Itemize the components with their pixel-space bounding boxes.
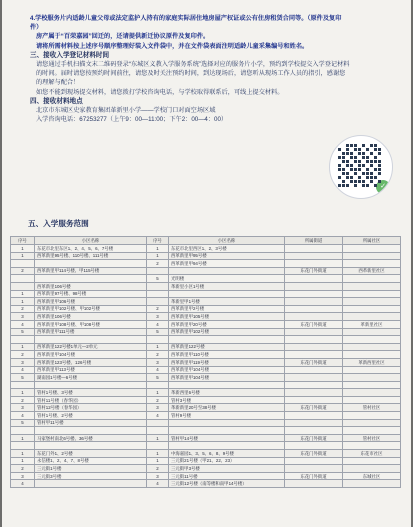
table-row	[11, 396, 401, 404]
table-row	[11, 343, 401, 351]
table-cell	[285, 457, 343, 465]
table-row	[11, 389, 401, 397]
table-cell	[343, 381, 401, 389]
table-row	[11, 442, 401, 450]
table-cell: 西革新里甲104号楼	[169, 374, 285, 382]
table-cell: 三元街1号楼	[35, 465, 147, 473]
table-cell	[285, 389, 343, 397]
table-cell	[11, 336, 35, 344]
table-cell: 革新西里社区	[343, 358, 401, 366]
table-cell: 革新西里6号楼	[169, 389, 285, 397]
table-cell: 西革新里95号楼、110号楼、111号楼	[35, 252, 147, 260]
table-cell	[343, 419, 401, 427]
table-cell	[147, 427, 169, 435]
table-cell: 1	[147, 389, 169, 397]
table-cell: 西革新里甲104号楼	[169, 366, 285, 374]
table-cell	[285, 442, 343, 450]
table-cell: 中海嘉园1、3、5、6、8、9号楼	[169, 450, 285, 458]
table-cell: 西革新里97号楼、98号楼	[35, 290, 147, 298]
table-cell: 2	[11, 465, 35, 473]
section4-phone: 入学咨询电话：67253277（上午9：00—11:00；下午2：00—4：00）	[36, 116, 228, 124]
section3-title: 三、接收入学登记材料时间	[30, 51, 110, 59]
qr-code-icon[interactable]	[329, 135, 393, 199]
table-cell	[11, 427, 35, 435]
table-cell: 三元街21号楼（甲21、22、23）	[169, 457, 285, 465]
table-cell: 东花市北里东区1、2、4、5、6、7号楼	[35, 245, 147, 253]
table-cell	[285, 480, 343, 488]
table-cell: 4	[11, 320, 35, 328]
table-cell	[343, 290, 401, 298]
document-page	[2, 0, 411, 527]
table-cell: 西革新里甲20号楼	[169, 320, 285, 328]
table-cell: 3	[11, 358, 35, 366]
table-cell	[169, 381, 285, 389]
table-cell	[35, 336, 147, 344]
table-row	[11, 434, 401, 442]
table-cell: 3	[11, 313, 35, 321]
table-cell	[169, 442, 285, 450]
table-cell: 4	[11, 366, 35, 374]
table-cell	[343, 275, 401, 283]
table-cell: 3	[147, 404, 169, 412]
table-cell	[285, 282, 343, 290]
table-cell: 管村甲11号楼	[35, 419, 147, 427]
table-cell: 三元街11号楼	[169, 472, 285, 480]
table-cell	[343, 427, 401, 435]
section3-text2: 如您不能到现场提交材料，请您拨打学校咨询电话，与学校取得联系后，可线上提交材料。	[36, 88, 284, 96]
table-row	[11, 366, 401, 374]
table-cell: 5	[147, 374, 169, 382]
table-cell	[169, 427, 285, 435]
table-row	[11, 381, 401, 389]
table-row	[11, 267, 401, 275]
table-cell: 1	[11, 290, 35, 298]
item4-text: 4.学校服务片内适龄儿童父母或法定监护人持有的家庭实际居住地房屋产权证或公有住房租赁合同等。（原件及复印件）	[30, 15, 342, 32]
table-row	[11, 260, 401, 268]
table-row	[11, 298, 401, 306]
table-row	[11, 313, 401, 321]
table-row	[11, 245, 401, 253]
table-row	[11, 457, 401, 465]
table-cell: 东城社区	[343, 472, 401, 480]
table-cell	[285, 412, 343, 420]
table-cell: 西革新里甲105号楼	[169, 313, 285, 321]
table-cell: 西革新里甲2号楼	[169, 305, 285, 313]
table-cell: 4	[147, 480, 169, 488]
table-cell	[343, 366, 401, 374]
table-cell: 东花市北里西区1、2、3号楼	[169, 245, 285, 253]
table-cell: 3	[147, 358, 169, 366]
table-row	[11, 351, 401, 359]
table-row	[11, 252, 401, 260]
table-cell: 东花市社区	[343, 450, 401, 458]
header-cell: 序号	[11, 237, 35, 245]
table-cell: 5	[11, 419, 35, 427]
table-cell: 4	[147, 320, 169, 328]
table-cell: 4	[147, 412, 169, 420]
table-cell	[147, 290, 169, 298]
table-cell	[343, 282, 401, 290]
table-row	[11, 412, 401, 420]
table-cell	[147, 282, 169, 290]
table-cell: 2	[11, 267, 35, 275]
table-cell: 管村3号楼	[169, 396, 285, 404]
mini-program-badge-icon: ✓	[376, 180, 390, 194]
table-cell: 东花门外街道	[285, 472, 343, 480]
header-cell: 所属街道	[285, 237, 343, 245]
table-cell	[35, 442, 147, 450]
table-cell	[343, 260, 401, 268]
table-cell: 西革新里甲108号楼、甲108号楼	[35, 320, 147, 328]
item4-note-title: 房产属于“百荣嘉园”回迁的，还请提供新迁协议原件及复印件。	[36, 33, 210, 41]
table-row	[11, 450, 401, 458]
table-cell	[343, 465, 401, 473]
table-cell: 西革新里甲102号楼、甲102号楼	[35, 305, 147, 313]
table-cell	[11, 442, 35, 450]
table-cell: 三元街12号楼（南等楼和南甲14号楼）	[169, 480, 285, 488]
table-cell	[285, 313, 343, 321]
table-cell: 2	[11, 396, 35, 404]
table-cell: 2	[11, 351, 35, 359]
section5-title: 五、入学服务范围	[28, 219, 89, 228]
table-cell	[285, 351, 343, 359]
table-cell: 管村11号楼（春华园）	[35, 396, 147, 404]
table-cell: 1	[11, 450, 35, 458]
table-cell	[285, 366, 343, 374]
header-cell: 小区名称	[35, 237, 147, 245]
table-cell: 1	[147, 343, 169, 351]
table-cell	[147, 419, 169, 427]
table-row	[11, 336, 401, 344]
header-cell: 所属社区	[343, 237, 401, 245]
table-cell: 1	[147, 450, 169, 458]
table-cell	[147, 298, 169, 306]
table-cell: 东花门外街道	[285, 267, 343, 275]
table-cell	[285, 245, 343, 253]
table-cell	[285, 381, 343, 389]
notice-text	[30, 14, 350, 124]
table-cell	[343, 343, 401, 351]
table-cell: 东花门外街道	[285, 358, 343, 366]
table-cell	[285, 336, 343, 344]
table-cell	[285, 396, 343, 404]
table-cell: 1	[147, 245, 169, 253]
table-cell	[11, 381, 35, 389]
service-area-table	[10, 236, 401, 488]
table-cell: 西革新里106号楼	[35, 282, 147, 290]
table-cell: 西革新里甲114号楼、甲115号楼	[35, 267, 147, 275]
header-cell: 序号	[147, 237, 169, 245]
table-cell: 5	[11, 328, 35, 336]
table-cell: 管村社区	[343, 434, 401, 442]
table-row	[11, 374, 401, 382]
table-cell: 1	[11, 343, 35, 351]
table-cell	[343, 396, 401, 404]
table-cell	[343, 389, 401, 397]
table-cell	[343, 374, 401, 382]
table-cell	[343, 457, 401, 465]
table-cell	[343, 336, 401, 344]
table-row	[11, 282, 401, 290]
table-cell: 西革新里甲113号楼	[35, 366, 147, 374]
table-cell: 西革新里甲110号楼	[169, 351, 285, 359]
table-row	[11, 404, 401, 412]
table-cell	[169, 419, 285, 427]
table-cell	[35, 381, 147, 389]
table-cell: 东花门外街道	[285, 404, 343, 412]
table-cell: 革新新里20号至38号楼	[169, 404, 285, 412]
table-cell: 管村1号楼、3号楼	[35, 389, 147, 397]
table-cell	[35, 275, 147, 283]
table-cell: 3	[147, 472, 169, 480]
item4-note: 请将所需材料按上述序号顺序整理好装入文件袋中，并在文件袋表面注明适龄儿童采集编号和姓名。	[36, 42, 309, 50]
table-cell: 2	[147, 465, 169, 473]
table-cell: 管村社区	[343, 404, 401, 412]
table-cell	[343, 313, 401, 321]
table-cell: 三元街甲3号楼	[169, 465, 285, 473]
table-cell	[343, 245, 401, 253]
table-cell: 1	[11, 252, 35, 260]
table-cell: 3	[147, 313, 169, 321]
table-row	[11, 465, 401, 473]
table-cell	[343, 412, 401, 420]
table-cell: 西革新里甲104号楼	[35, 351, 147, 359]
table-cell: 1	[147, 434, 169, 442]
table-cell	[285, 298, 343, 306]
table-cell: 4	[11, 412, 35, 420]
table-cell: 西革新里甲106号楼	[35, 298, 147, 306]
table-cell: 5	[11, 374, 35, 382]
table-cell: 东花门外街道	[285, 434, 343, 442]
table-cell: 管村12号楼（春华园）	[35, 404, 147, 412]
table-cell: 5	[147, 328, 169, 336]
table-cell: 湖南园1号楼—6号楼	[35, 374, 147, 382]
table-cell	[285, 260, 343, 268]
table-cell: 马家堡村南北6号楼、36号楼	[35, 434, 147, 442]
table-cell: 西革新里甲95号楼	[169, 252, 285, 260]
table-cell: 西革新里122号楼1单元—2单元	[35, 343, 147, 351]
table-cell: 管村1号楼、2号楼	[35, 412, 147, 420]
table-cell	[285, 374, 343, 382]
table-cell: 3	[11, 404, 35, 412]
table-cell: 西革新里甲94号楼	[169, 260, 285, 268]
table-cell: 西革新里甲102号楼	[169, 328, 285, 336]
table-cell: 2	[11, 305, 35, 313]
table-row	[11, 419, 401, 427]
table-cell: 东花门外街道	[285, 450, 343, 458]
table-cell: 东花门外1、2号楼	[35, 450, 147, 458]
table-cell: 东花门外街道	[285, 320, 343, 328]
table-cell	[11, 275, 35, 283]
table-cell	[343, 298, 401, 306]
table-cell: 管村9号楼	[169, 412, 285, 420]
table-cell: 1	[147, 252, 169, 260]
table-cell	[343, 328, 401, 336]
table-cell: 西革新里甲111号楼	[35, 328, 147, 336]
table-row	[11, 427, 401, 435]
table-cell: 2	[147, 396, 169, 404]
table-cell	[147, 267, 169, 275]
table-cell: 3	[11, 472, 35, 480]
table-cell: 西革新里106号楼	[35, 313, 147, 321]
table-cell: 1	[11, 245, 35, 253]
table-cell	[147, 442, 169, 450]
table-cell: 1	[11, 457, 35, 465]
table-cell: 2	[147, 351, 169, 359]
table-cell: 5	[147, 275, 169, 283]
table-cell: 2	[147, 305, 169, 313]
table-cell: 1	[11, 389, 35, 397]
table-cell	[169, 290, 285, 298]
table-cell	[343, 305, 401, 313]
table-cell	[285, 290, 343, 298]
table-cell	[169, 267, 285, 275]
table-row	[11, 328, 401, 336]
table-cell: 1	[147, 457, 169, 465]
table-cell	[35, 480, 147, 488]
table-cell	[285, 343, 343, 351]
table-cell	[285, 419, 343, 427]
table-cell	[285, 252, 343, 260]
table-cell	[147, 336, 169, 344]
table-row	[11, 480, 401, 488]
table-cell: 西革新里社区	[343, 267, 401, 275]
table-row	[11, 472, 401, 480]
table-cell: 三元街3号楼	[35, 472, 147, 480]
table-cell	[343, 351, 401, 359]
table-row	[11, 358, 401, 366]
table-cell	[169, 336, 285, 344]
table-row	[11, 290, 401, 298]
table-cell: 光明楼	[169, 275, 285, 283]
table-cell: 革新里社区	[343, 320, 401, 328]
table-cell	[343, 442, 401, 450]
table-cell	[11, 282, 35, 290]
table-cell	[285, 275, 343, 283]
table-cell	[35, 427, 147, 435]
table-cell: 革新里小区1号楼	[169, 282, 285, 290]
table-cell	[343, 480, 401, 488]
table-row	[11, 320, 401, 328]
table-cell: 西革新里123号楼、126号楼	[35, 358, 147, 366]
table-cell: 2	[147, 260, 169, 268]
table-cell	[147, 381, 169, 389]
table-cell: 4	[11, 480, 35, 488]
table-cell: 管村甲14号楼	[169, 434, 285, 442]
table-cell	[285, 328, 343, 336]
table-header-row	[11, 237, 401, 245]
table-cell: 1	[11, 298, 35, 306]
table-row	[11, 305, 401, 313]
section4-address: 北京市东城区史家教育集团革新里小学——学校门口对面空场区域	[36, 107, 216, 115]
table-cell: 永信楼1、2、4、7、8号楼	[35, 457, 147, 465]
table-cell	[11, 260, 35, 268]
table-cell: 西革新里甲119号楼	[169, 358, 285, 366]
header-cell: 小区名称	[169, 237, 285, 245]
table-cell: 革新里甲1号楼	[169, 298, 285, 306]
section4-title: 四、接收材料地点	[30, 97, 83, 105]
table-cell: 西革新里122号楼	[169, 343, 285, 351]
table-cell	[285, 427, 343, 435]
table-cell	[285, 465, 343, 473]
table-cell: 1	[11, 434, 35, 442]
table-cell: 4	[147, 366, 169, 374]
section3-text: 请您通过手机扫描文末二维码登录“东城区义教入学服务系统”选择对应的服务片小学，预约到学校提交入学登记材料的时间。届时请您按预约时间前往，请您及时关注预约时间，到达现场后，请您听从现场工作人员的指引，感谢您的理解与配合！	[36, 61, 350, 87]
table-cell	[343, 252, 401, 260]
table-row	[11, 275, 401, 283]
table-cell	[35, 260, 147, 268]
table-cell	[285, 305, 343, 313]
